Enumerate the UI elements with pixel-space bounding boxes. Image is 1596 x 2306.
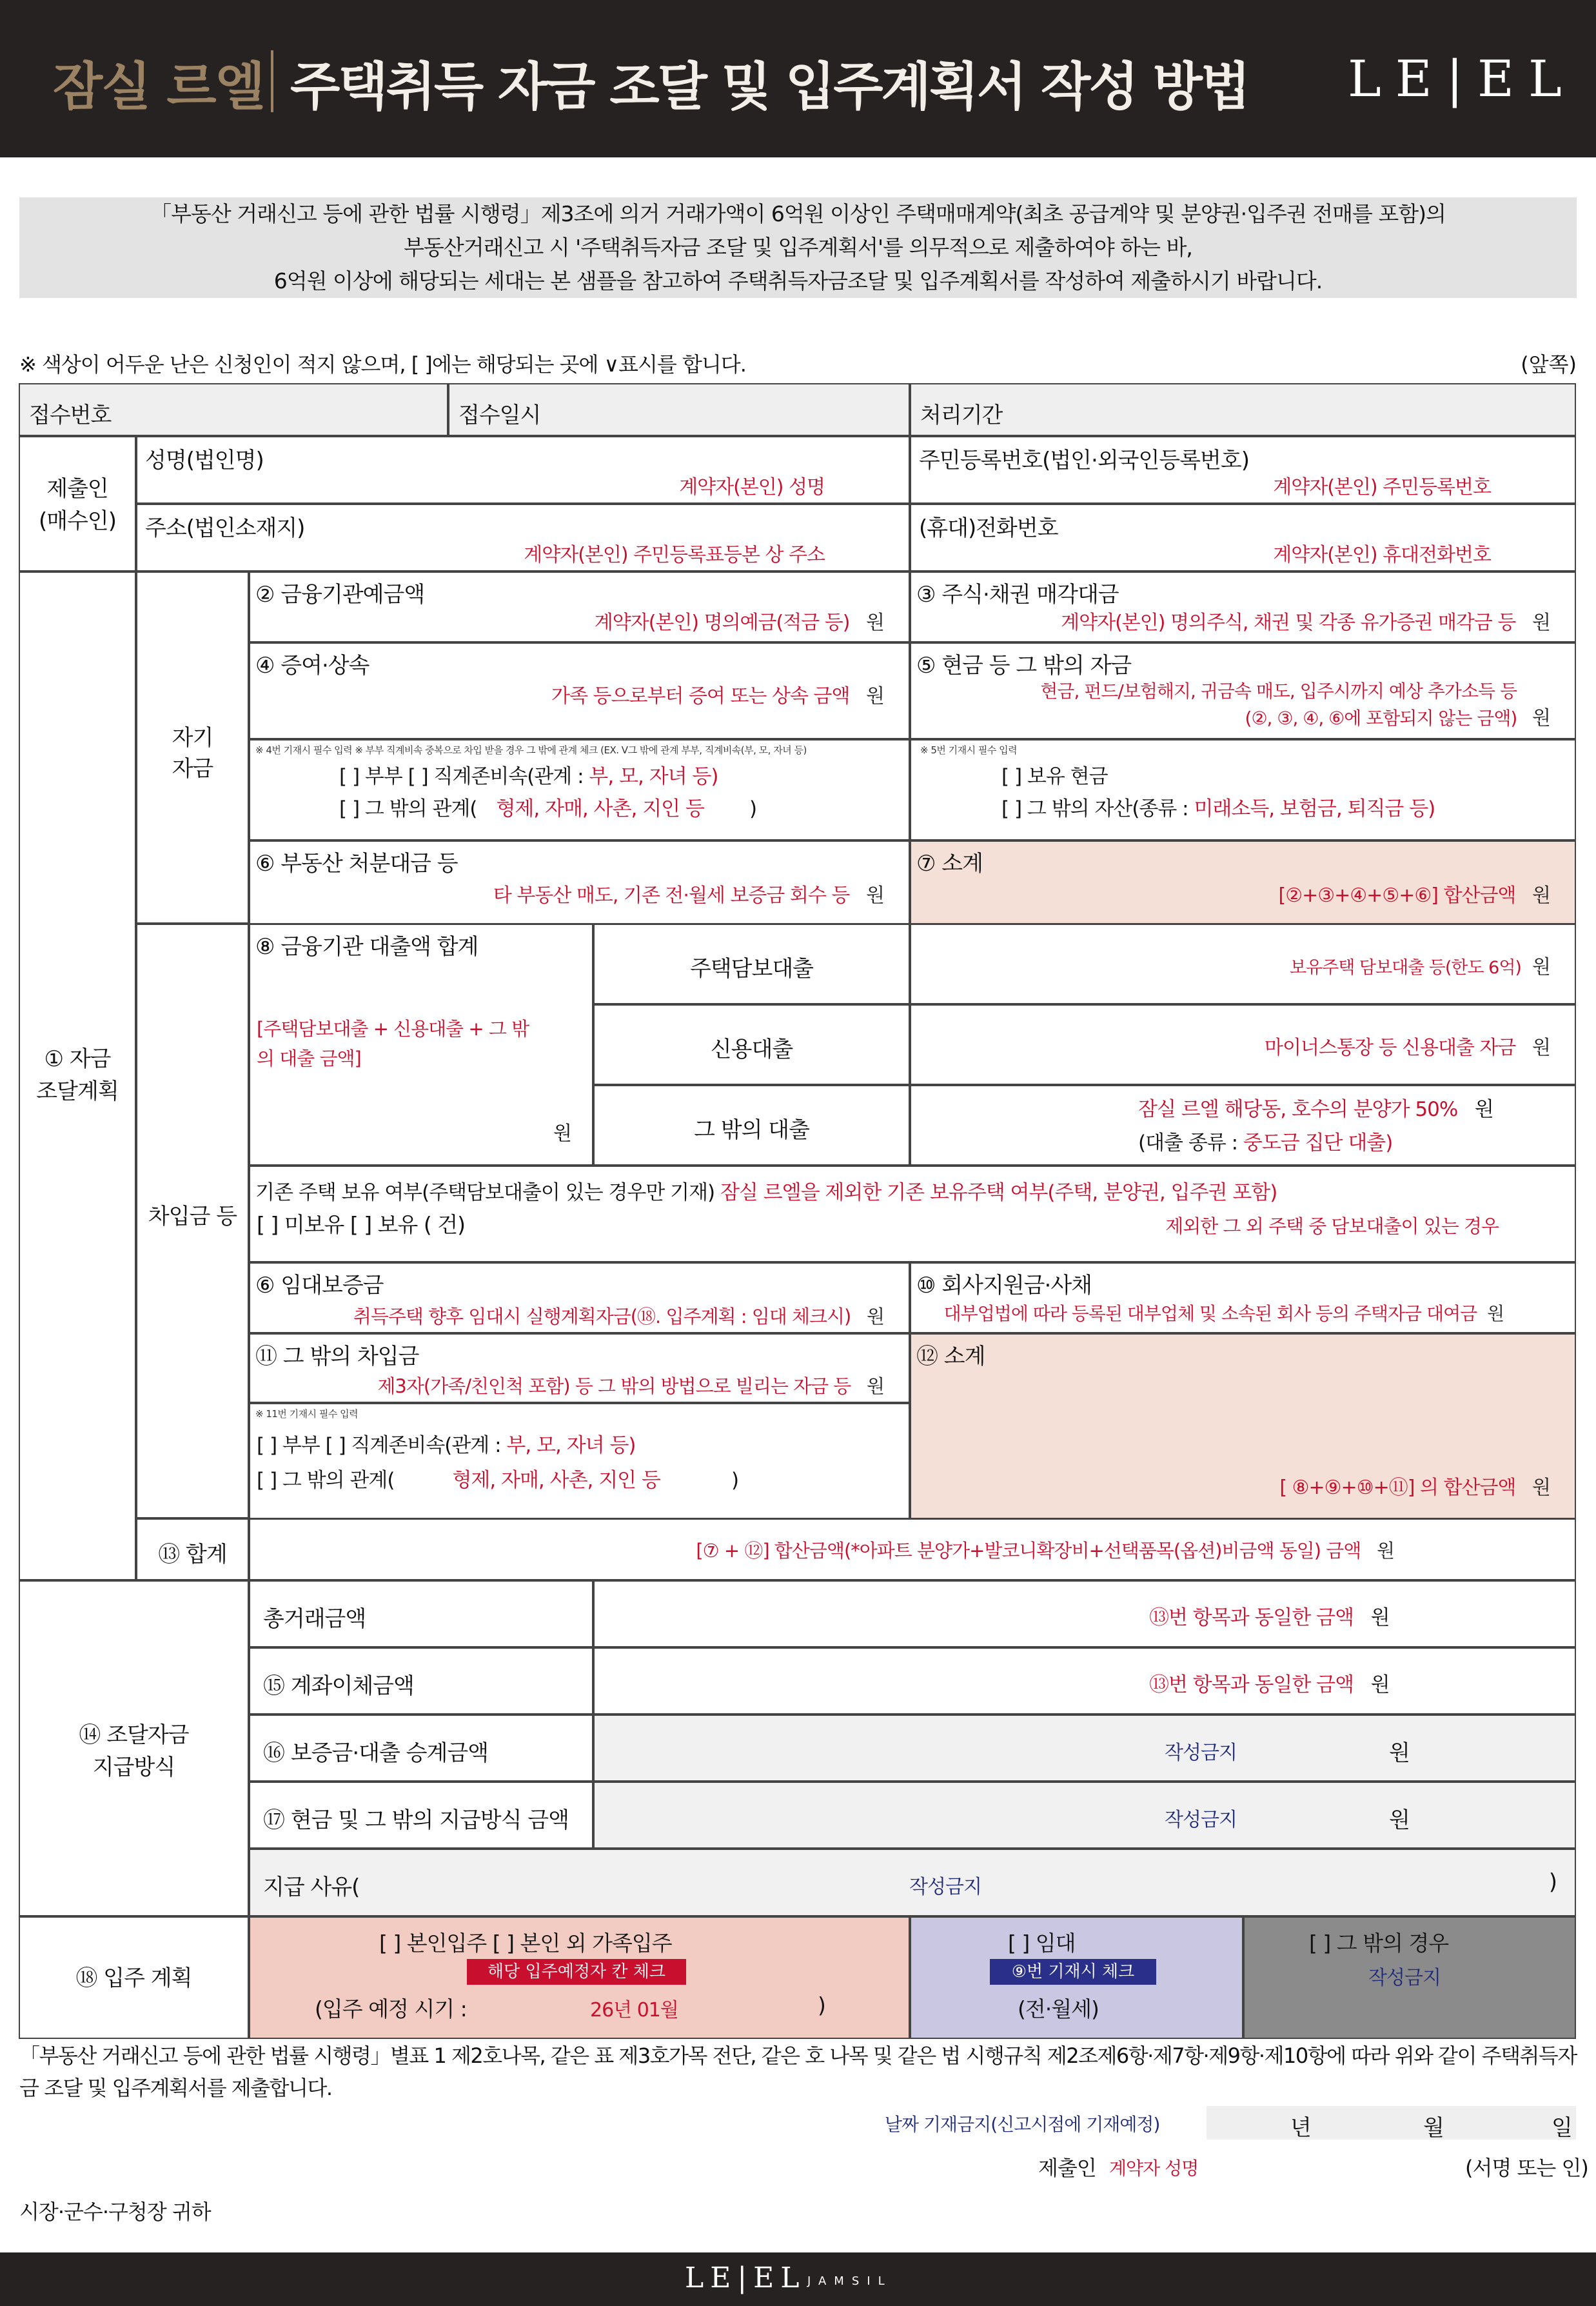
won-unit: 원: [1532, 1476, 1550, 1499]
bank-loan-total-guide: [주택담보대출 + 신용대출 + 그 밖의 대출 금액]: [257, 1018, 529, 1069]
deposit-amount-guide: 계약자(본인) 명의예금(적금 등): [594, 611, 850, 634]
won-unit: 원: [866, 685, 884, 708]
own-funds-label-cell: [136, 572, 249, 924]
stock-sale-field[interactable]: [910, 572, 1576, 642]
rent-field[interactable]: [910, 1916, 1243, 2039]
month-label: 월: [1423, 2115, 1444, 2140]
existing-house-checkbox[interactable]: [ ] 미보유 [ ] 보유 ( 건): [257, 1212, 465, 1237]
other-case-checkbox[interactable]: [ ] 그 밖의 경우: [1309, 1931, 1449, 1956]
fund-plan-label-cell: [19, 572, 136, 1580]
won-unit: 원: [1532, 707, 1550, 730]
succession-forbidden: 작성금지: [1165, 1742, 1237, 1764]
credit-loan-field[interactable]: [910, 1004, 1576, 1085]
brand-logo: LE|EL: [1348, 50, 1576, 108]
self-move-in-field[interactable]: [249, 1916, 910, 2039]
other-loan-label-cell: [593, 1085, 910, 1166]
won-unit: 원: [866, 1306, 884, 1327]
grand-total-label-cell: [136, 1518, 249, 1580]
date-field[interactable]: [1207, 2106, 1576, 2140]
other-asset-guide: 미래소득, 보험금, 퇴직금 등): [1194, 797, 1435, 820]
won-unit: 원: [1370, 1606, 1390, 1629]
other-case-forbidden: 작성금지: [1368, 1967, 1441, 1989]
move-in-label: ⑱ 입주 계획: [75, 1965, 192, 1991]
processing-period-cell: [910, 383, 1576, 436]
close-paren: ): [818, 1993, 825, 2018]
real-estate-sale-field[interactable]: [249, 840, 910, 924]
footer-logo: LE|EL: [685, 2261, 806, 2294]
day-label: 일: [1552, 2115, 1572, 2140]
rent-badge: ⑨번 기재시 체크: [990, 1959, 1156, 1985]
move-in-date-value: 26년 01월: [590, 1999, 678, 2022]
grand-total-label: ⑬ 합계: [158, 1542, 227, 1567]
succession-field: [593, 1715, 1576, 1782]
rrn-label: 주민등록번호(법인·외국인등록번호): [919, 448, 1249, 473]
own-subtotal-field: [910, 840, 1576, 924]
cash-other-field[interactable]: [910, 642, 1576, 739]
won-unit: 원: [1532, 884, 1550, 907]
address-value: 계약자(본인) 주민등록표등본 상 주소: [524, 544, 825, 566]
company-support-field[interactable]: [910, 1262, 1576, 1333]
close-paren: ): [749, 797, 757, 820]
relation-4-checkboxes[interactable]: [ ] 부부 [ ] 직계존비속(관계 :: [339, 765, 584, 788]
cash-method-forbidden: 작성금지: [1165, 1809, 1237, 1831]
won-unit: 원: [1486, 1303, 1504, 1324]
other-relation-4-checkbox[interactable]: [ ] 그 밖의 관계(: [339, 797, 477, 820]
footer-jamsil: JAMSIL: [807, 2274, 892, 2288]
front-side-label: (앞쪽): [1521, 352, 1577, 377]
mortgage-label-cell: [593, 924, 910, 1004]
other-borrowing-label: ⑪ 그 밖의 차입금: [255, 1344, 419, 1369]
submitter-label-cell: [19, 436, 136, 572]
self-move-in-badge: 해당 입주예정자 칸 체크: [467, 1959, 686, 1985]
intro-line-3: 6억원 이상에 해당되는 세대는 본 샘플을 참고하여 주택취득자금조달 및 입주계획서를 작성하여 제출하시기 바랍니다.: [273, 268, 1323, 293]
rrn-field[interactable]: [910, 436, 1576, 504]
real-estate-sale-label: ⑥ 부동산 처분대금 등: [255, 851, 458, 877]
borrow-subtotal-label: ⑫ 소계: [916, 1344, 985, 1369]
relation-4-guide: 부, 모, 자녀 등): [589, 765, 718, 788]
intro-line-2: 부동산거래신고 시 '주택취득자금 조달 및 입주계획서'를 의무적으로 제출하여야 하는 바,: [404, 235, 1192, 260]
loan-type-guide: 중도금 집단 대출): [1243, 1131, 1393, 1155]
credit-loan-guide: 마이너스통장 등 신용대출 자금: [1265, 1037, 1516, 1059]
borrow-subtotal-guide: [ ⑧+⑨+⑩+⑪] 의 합산금액: [1279, 1476, 1516, 1499]
signature-field[interactable]: (서명 또는 인): [1465, 2156, 1588, 2180]
signer-name-guide: 계약자 성명: [1109, 2158, 1199, 2179]
year-label: 년: [1290, 2115, 1311, 2140]
other-loan-field[interactable]: [910, 1085, 1576, 1166]
phone-value: 계약자(본인) 휴대전화번호: [1273, 544, 1491, 566]
receipt-date-label: 접수일시: [458, 403, 541, 428]
receipt-date-cell: [448, 383, 910, 436]
name-field[interactable]: [136, 436, 910, 504]
cash-other-label: ⑤ 현금 등 그 밖의 자금: [916, 653, 1132, 679]
won-unit: 원: [1532, 1037, 1550, 1059]
stock-sale-label: ③ 주식·채권 매각대금: [916, 582, 1119, 608]
won-unit: 원: [1532, 611, 1550, 634]
cash-other-guide-2: (②, ③, ④, ⑥에 포함되지 않는 금액): [1245, 708, 1517, 729]
note-5: ※ 5번 기재시 필수 입력: [920, 744, 1018, 756]
transfer-label: ⑮ 계좌이체금액: [263, 1673, 414, 1699]
asset-check-5[interactable]: [910, 739, 1576, 840]
other-case-field: [1243, 1916, 1576, 2039]
signature-submitter-label: 제출인: [1038, 2156, 1096, 2180]
payment-method-label: ⑭ 조달자금: [79, 1722, 189, 1748]
existing-house-note: 제외한 그 외 주택 중 담보대출이 있는 경우: [1165, 1215, 1499, 1237]
won-unit: 원: [1532, 956, 1550, 979]
existing-house-field[interactable]: [249, 1166, 1576, 1262]
payment-reason-forbidden: 작성금지: [909, 1876, 981, 1898]
credit-loan-label-cell: [593, 1004, 910, 1085]
other-borrowing-field[interactable]: [249, 1333, 910, 1403]
cash-method-label: ⑰ 현금 및 그 밖의 지급방식 금액: [263, 1807, 569, 1833]
bank-loan-total-field[interactable]: [249, 924, 593, 1166]
won-unit: 원: [1474, 1098, 1493, 1121]
payment-reason-label: 지급 사유(: [263, 1874, 360, 1900]
gift-inheritance-label: ④ 증여·상속: [255, 653, 369, 679]
address-label: 주소(법인소재지): [145, 515, 305, 541]
fund-plan-label-2: 조달계획: [36, 1078, 119, 1104]
fund-plan-label: ① 자금: [44, 1046, 111, 1072]
mortgage-field[interactable]: [910, 924, 1576, 1004]
relation-11-checkboxes[interactable]: [ ] 부부 [ ] 직계존비속(관계 :: [257, 1434, 501, 1457]
declaration-text: 「부동산 거래신고 등에 관한 법률 시행령」별표 1 제2호나목, 같은 표 제3호가목 전단, 같은 호 나목 및 같은 법 시행규칙 제2조제6항·제7항·제9항·제10항에 따라 위와 같이 주택취득자금 조달 및 입주계획서를 제출합니다.: [19, 2043, 1577, 2100]
existing-house-label: 기존 주택 보유 여부(주택담보대출이 있는 경우만 기재): [255, 1181, 715, 1204]
total-trade-guide: ⑬번 항목과 동일한 금액: [1149, 1606, 1354, 1629]
buyer-label: (매수인): [38, 508, 117, 534]
borrowing-label: 차입금 등: [148, 1204, 237, 1229]
page-header: [0, 0, 1596, 157]
other-loan-guide: 잠실 르엘 해당동, 호수의 분양가 50%: [1138, 1098, 1458, 1121]
own-subtotal-guide: [②+③+④+⑤+⑥] 합산금액: [1278, 884, 1516, 907]
payment-reason-field: [249, 1849, 1576, 1916]
payment-method-label-2: 지급방식: [92, 1754, 175, 1780]
real-estate-sale-guide: 타 부동산 매도, 기존 전·월세 보증금 회수 등: [493, 884, 850, 907]
date-note: 날짜 기재금지(신고시점에 기재예정): [885, 2114, 1160, 2135]
borrowing-label-cell: [136, 924, 249, 1518]
cash-method-label-cell: [249, 1782, 593, 1849]
addressee: 시장·군수·구청장 귀하: [19, 2200, 211, 2224]
other-loan-label: 그 밖의 대출: [694, 1117, 809, 1143]
note-11: ※ 11번 기재시 필수 입력: [255, 1408, 359, 1420]
name-value: 계약자(본인) 성명: [679, 476, 825, 499]
close-paren: ): [1548, 1869, 1557, 1895]
close-paren: ): [731, 1469, 739, 1492]
rental-deposit-label: ⑥ 임대보증금: [255, 1273, 384, 1298]
phone-field[interactable]: [910, 504, 1576, 572]
processing-period-label: 처리기간: [920, 403, 1003, 428]
other-borrowing-guide: 제3자(가족/친인척 포함) 등 그 밖의 방법으로 빌리는 자금 등: [377, 1375, 851, 1397]
rrn-value: 계약자(본인) 주민등록번호: [1273, 476, 1491, 499]
brand-title: 잠실 르엘: [53, 57, 264, 117]
total-trade-label: 총거래금액: [263, 1606, 366, 1632]
header-divider: [271, 50, 273, 112]
gift-inheritance-field[interactable]: [249, 642, 910, 739]
transfer-guide: ⑬번 항목과 동일한 금액: [1149, 1673, 1354, 1696]
company-support-guide: 대부업법에 따라 등록된 대부업체 및 소속된 회사 등의 주택자금 대여금: [943, 1303, 1477, 1324]
other-relation-4-guide: 형제, 자매, 사촌, 지인 등: [496, 797, 704, 820]
won-unit: 원: [1376, 1540, 1394, 1562]
self-move-in-checkboxes[interactable]: [ ] 본인입주 [ ] 본인 외 가족입주: [379, 1931, 672, 1956]
company-support-label: ⑩ 회사지원금·사채: [916, 1273, 1092, 1298]
won-unit: 원: [866, 611, 884, 634]
address-field[interactable]: [136, 504, 910, 572]
won-unit: 원: [553, 1122, 571, 1145]
note-4: ※ 4번 기재시 필수 입력 ※ 부부 직계비속 중복으로 차입 받을 경우 그 밖에 관계 체크 (EX. V그 밖에 관계 부부, 직계비속(부, 모, 자녀 등): [255, 744, 807, 756]
won-unit: 원: [866, 1375, 884, 1397]
intro-line-1: 「부동산 거래신고 등에 관한 법률 시행령」제3조에 의거 거래가액이 6억원 이상인 주택매매계약(최초 공급계약 및 분양권·입주권 전매를 포함)의: [150, 201, 1446, 226]
rental-deposit-field[interactable]: [249, 1262, 910, 1333]
loan-type-label: (대출 종류 :: [1138, 1131, 1238, 1155]
won-unit: 원: [1389, 1740, 1410, 1766]
transfer-field[interactable]: [593, 1647, 1576, 1715]
won-unit: 원: [1389, 1807, 1410, 1833]
relation-check-4[interactable]: [249, 739, 910, 840]
move-in-date-label: (입주 예정 시기 :: [315, 1996, 467, 2022]
existing-house-guide: 잠실 르엘을 제외한 기존 보유주택 여부(주택, 분양권, 입주권 포함): [720, 1181, 1277, 1204]
bank-loan-total-label: ⑧ 금융기관 대출액 합계: [255, 934, 478, 960]
succession-label-cell: [249, 1715, 593, 1782]
mortgage-guide: 보유주택 담보대출 등(한도 6억): [1289, 958, 1521, 978]
intro-box: [19, 197, 1577, 298]
submitter-label: 제출인: [46, 476, 108, 502]
total-trade-field[interactable]: [593, 1580, 1576, 1647]
relation-11-guide: 부, 모, 자녀 등): [506, 1434, 636, 1457]
stock-sale-guide: 계약자(본인) 명의주식, 채권 및 각종 유가증권 매각금 등: [1061, 611, 1516, 634]
won-unit: 원: [1370, 1673, 1390, 1696]
deposit-amount-label: ② 금융기관예금액: [255, 582, 425, 608]
page-title: 주택취득 자금 조달 및 입주계획서 작성 방법: [290, 57, 1249, 117]
own-funds-label-2: 자금: [172, 756, 213, 782]
name-label: 성명(법인명): [145, 448, 264, 473]
relation-check-11[interactable]: [249, 1403, 910, 1519]
form-note: ※ 색상이 어두운 난은 신청인이 적지 않으며, [ ]에는 해당되는 곳에 ∨표시를 합니다.: [19, 352, 746, 377]
total-trade-label-cell: [249, 1580, 593, 1647]
rent-checkbox[interactable]: [ ] 임대: [1008, 1931, 1076, 1956]
borrow-subtotal-field: [910, 1333, 1576, 1519]
own-funds-label: 자기: [172, 725, 213, 751]
grand-total-guide: [⑦ + ⑫] 합산금액(*아파트 분양가+발코니확장비+선택품목(옵션)비금액 동일) 금액: [696, 1540, 1361, 1562]
grand-total-field: [249, 1518, 1576, 1580]
rent-type-label: (전·월세): [1018, 1996, 1099, 2022]
other-relation-11-guide: 형제, 자매, 사촌, 지인 등: [452, 1469, 660, 1492]
phone-label: (휴대)전화번호: [919, 515, 1058, 541]
credit-loan-label: 신용대출: [710, 1037, 793, 1062]
cash-method-field: [593, 1782, 1576, 1849]
mortgage-label: 주택담보대출: [689, 956, 814, 982]
cash-holding-checkbox[interactable]: [ ] 보유 현금: [1001, 765, 1108, 788]
other-asset-checkbox[interactable]: [ ] 그 밖의 자산(종류 :: [1001, 797, 1188, 820]
transfer-label-cell: [249, 1647, 593, 1715]
own-subtotal-label: ⑦ 소계: [916, 851, 983, 877]
rental-deposit-guide: 취득주택 향후 임대시 실행계획자금(⑱. 입주계획 : 임대 체크시): [353, 1306, 851, 1327]
page-footer: [0, 2252, 1596, 2306]
succession-label: ⑯ 보증금·대출 승계금액: [263, 1740, 489, 1766]
cash-other-guide-1: 현금, 펀드/보험해지, 귀금속 매도, 입주시까지 예상 추가소득 등: [1040, 681, 1517, 702]
deposit-amount-field[interactable]: [249, 572, 910, 642]
won-unit: 원: [866, 884, 884, 907]
gift-inheritance-guide: 가족 등으로부터 증여 또는 상속 금액: [551, 685, 850, 708]
move-in-label-cell: [19, 1916, 249, 2039]
receipt-number-cell: [19, 383, 448, 436]
other-relation-11-checkbox[interactable]: [ ] 그 밖의 관계(: [257, 1469, 395, 1492]
payment-method-label-cell: [19, 1580, 249, 1916]
receipt-number-label: 접수번호: [29, 403, 112, 428]
